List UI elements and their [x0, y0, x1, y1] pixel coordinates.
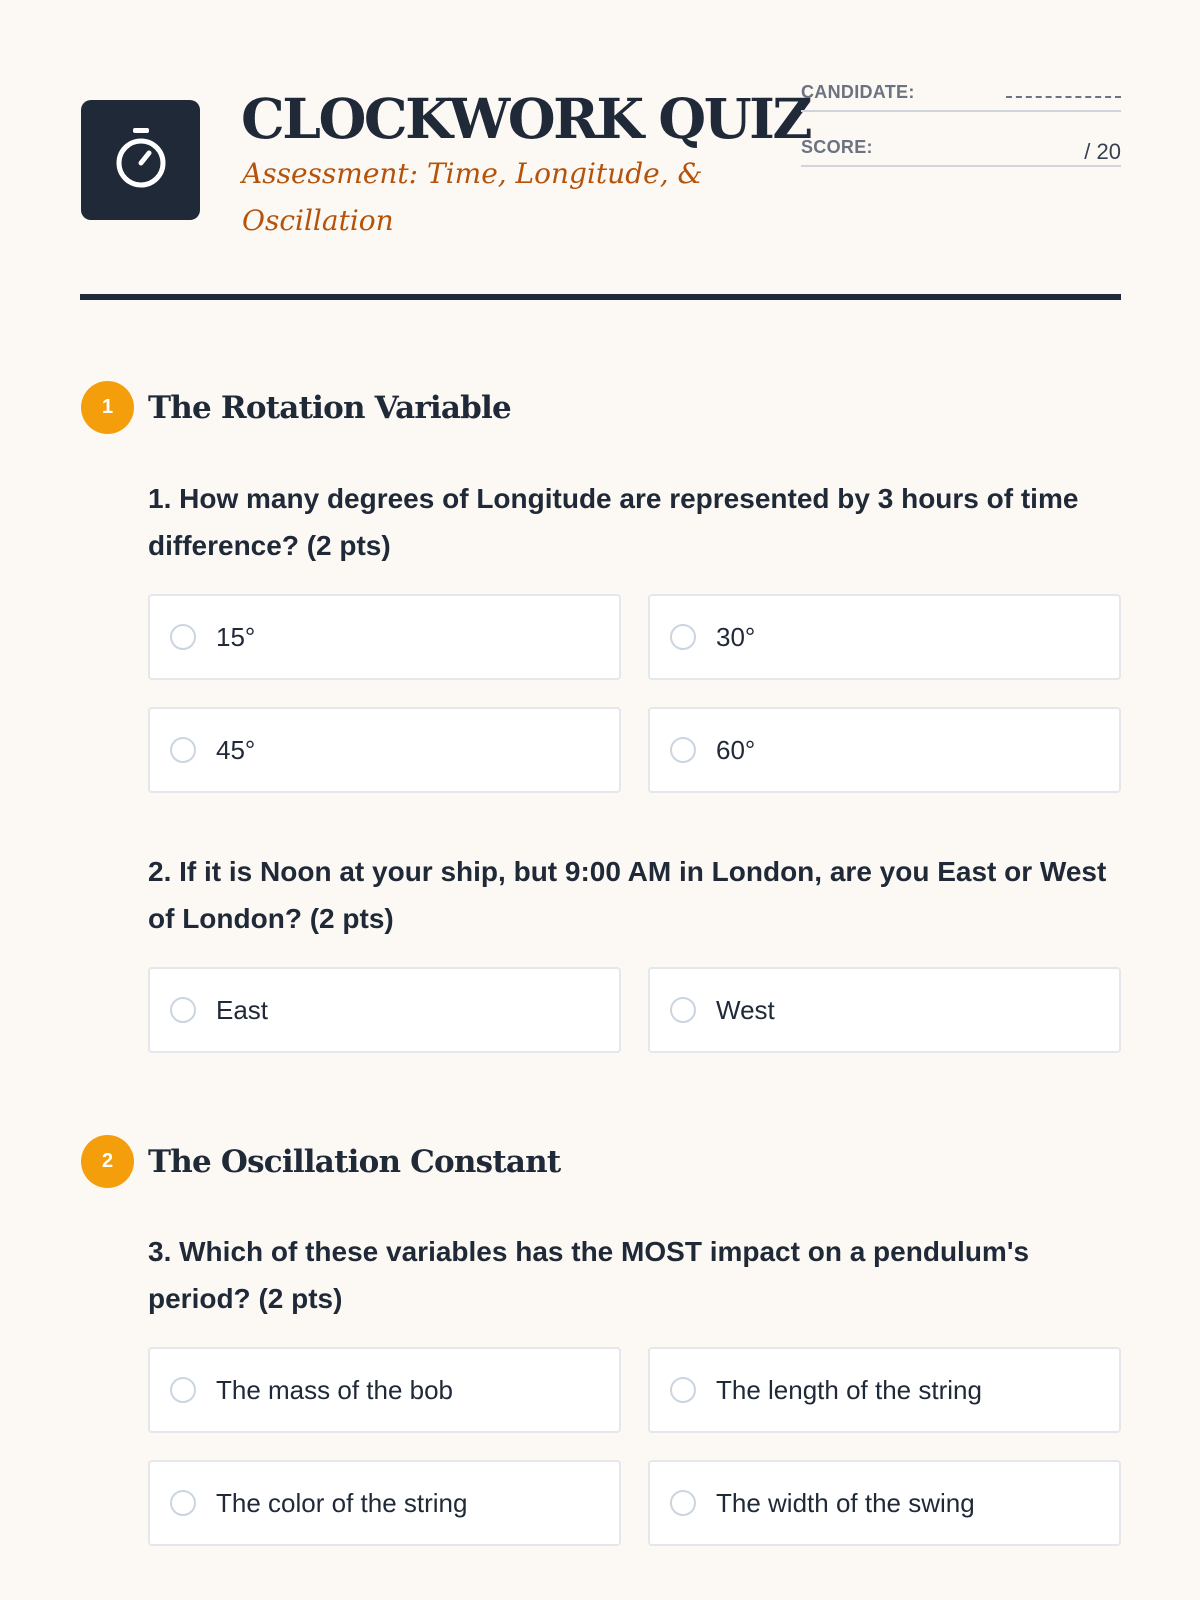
radio-button[interactable] [170, 737, 196, 763]
option-label: 30° [716, 621, 756, 652]
option-label: The length of the string [716, 1374, 982, 1405]
quiz-page [80, 0, 1121, 1600]
radio-button[interactable] [170, 997, 196, 1023]
page-subtitle: Assessment: Time, Longitude, & Oscillation [242, 157, 703, 237]
question-text: 3. Which of these variables has the MOST impact on a pendulum's period? (2 pts) [148, 1236, 1030, 1314]
radio-button[interactable] [170, 1490, 196, 1516]
option-label: The color of the string [216, 1487, 468, 1518]
answer-option[interactable] [648, 1347, 1121, 1433]
radio-button[interactable] [670, 1490, 696, 1516]
radio-button[interactable] [170, 624, 196, 650]
radio-button[interactable] [670, 737, 696, 763]
section-number-badge: 2 [81, 1135, 134, 1188]
score-value: / 20 [1084, 139, 1121, 164]
logo [81, 100, 200, 220]
candidate-row [801, 82, 1121, 112]
option-label: 15° [216, 621, 256, 652]
option-label: The width of the swing [716, 1487, 975, 1518]
section-number-badge: 1 [81, 381, 134, 434]
page-title: CLOCKWORK QUIZ [241, 86, 811, 151]
section-title: The Rotation Variable [148, 390, 511, 426]
answer-option[interactable] [648, 967, 1121, 1053]
question-text: 2. If it is Noon at your ship, but 9:00 AM in London, are you East or West of London? (2 pts) [148, 856, 1107, 934]
answer-option[interactable] [648, 1460, 1121, 1546]
option-label: 60° [716, 734, 756, 765]
option-label: 45° [216, 734, 256, 765]
radio-button[interactable] [670, 997, 696, 1023]
answer-option[interactable] [148, 1460, 621, 1546]
stopwatch-icon [111, 125, 171, 196]
radio-button[interactable] [670, 1377, 696, 1403]
candidate-label: CANDIDATE: [801, 82, 915, 102]
answer-option[interactable] [148, 1347, 621, 1433]
answer-option[interactable] [148, 967, 621, 1053]
header-divider [80, 294, 1121, 300]
radio-button[interactable] [670, 624, 696, 650]
answer-option[interactable] [648, 594, 1121, 680]
score-row [801, 137, 1121, 167]
answer-option[interactable] [648, 707, 1121, 793]
option-label: East [216, 994, 269, 1025]
radio-button[interactable] [170, 1377, 196, 1403]
candidate-blank-line [1006, 96, 1121, 98]
option-label: The mass of the bob [216, 1374, 454, 1405]
answer-option[interactable] [148, 707, 621, 793]
answer-option[interactable] [148, 594, 621, 680]
score-label: SCORE: [801, 137, 873, 157]
option-label: West [716, 994, 775, 1025]
section-title: The Oscillation Constant [148, 1144, 561, 1180]
question-text: 1. How many degrees of Longitude are represented by 3 hours of time difference? (2 pts) [148, 483, 1079, 561]
